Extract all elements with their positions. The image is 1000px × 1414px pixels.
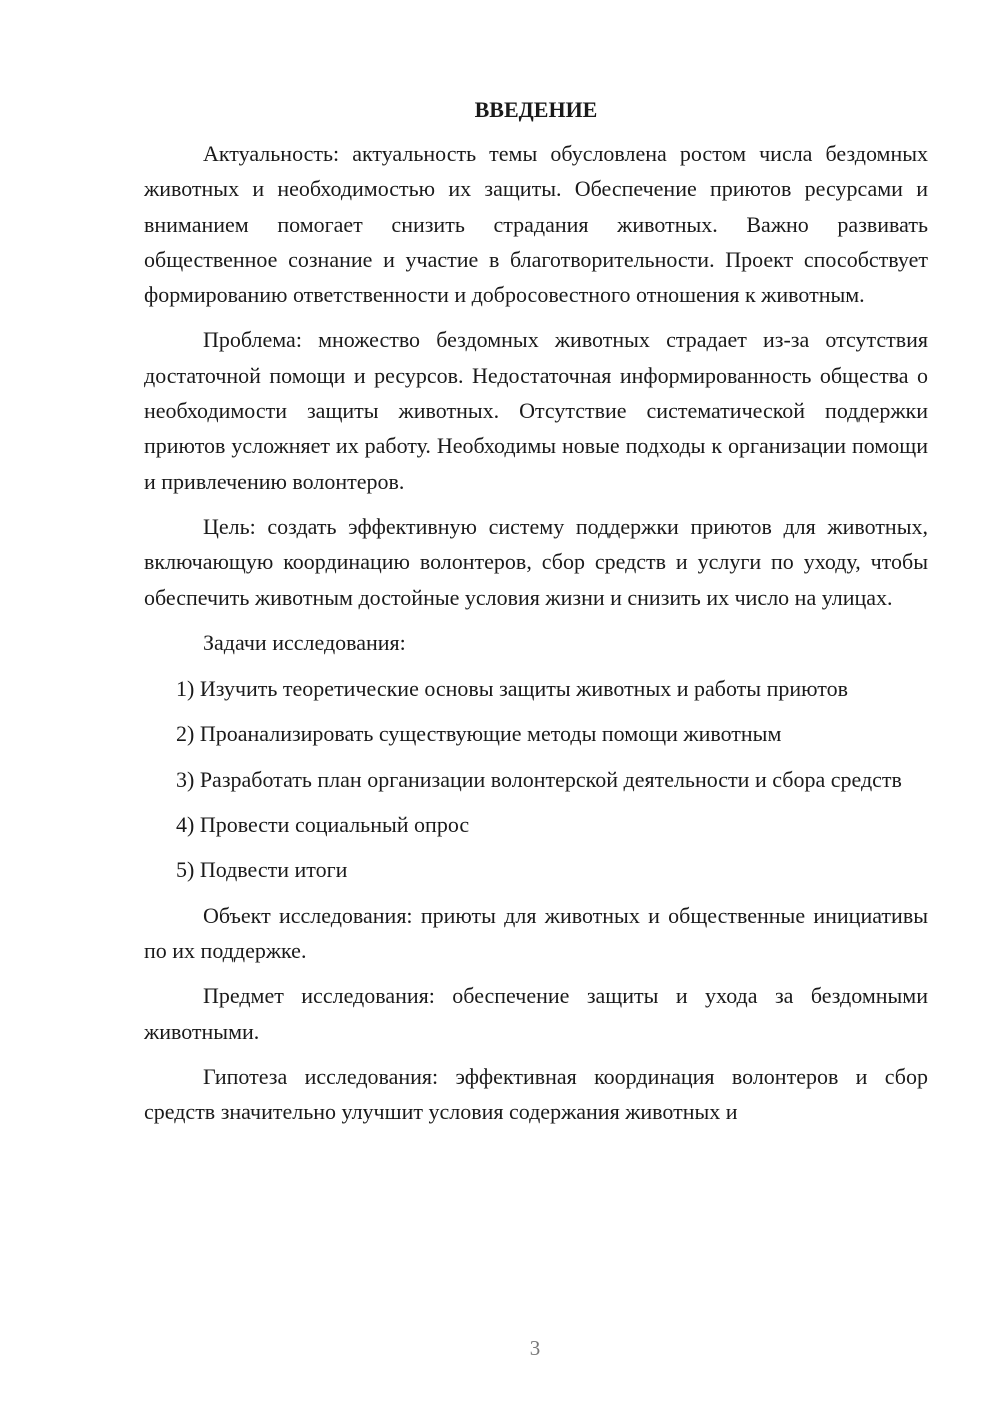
goal-paragraph: Цель: создать эффективную систему поддержки приютов для животных, включающую координацию волонтеров, сбор средств и услуги по уходу, чтобы обеспечить животным достойные условия жизни и снизить их число на улицах. xyxy=(144,513,928,610)
tasks-heading: Задачи исследования: xyxy=(203,629,406,655)
task-item: 2) Проанализировать существующие методы помощи животным xyxy=(176,721,782,747)
object-paragraph: Объект исследования: приюты для животных и общественные инициативы по их поддержке. xyxy=(144,902,928,963)
subject-paragraph: Предмет исследования: обеспечение защиты и ухода за бездомными животными. xyxy=(144,983,928,1044)
problem-paragraph: Проблема: множество бездомных животных страдает из-за отсутствия достаточной помощи и ресурсов. Недостаточная информированность общества о необходимости защиты животных. Отсутствие систематической поддержки приютов усложняет их работу. Необходимы новые подходы к организации помощи и привлечению волонтеров. xyxy=(144,327,928,494)
task-item: 1) Изучить теоретические основы защиты животных и работы приютов xyxy=(176,676,848,702)
hypothesis-paragraph: Гипотеза исследования: эффективная координация волонтеров и сбор средств значительно улучшит условия содержания животных и xyxy=(144,1063,928,1125)
task-item: 5) Подвести итоги xyxy=(176,857,348,883)
task-item: 4) Провести социальный опрос xyxy=(176,812,470,838)
task-item: 3) Разработать план организации волонтерской деятельности и сбора средств xyxy=(176,766,902,792)
page-content xyxy=(144,90,928,1139)
section-title: ВВЕДЕНИЕ xyxy=(474,97,598,122)
page-number: 3 xyxy=(529,1336,541,1360)
relevance-paragraph: Актуальность: актуальность темы обусловлена ростом числа бездомных животных и необходимостью их защиты. Обеспечение приютов ресурсами и вниманием помогает снизить страдания животных. Важно развивать общественное сознание и участие в благотворительности. Проект способствует формированию ответственности и добросовестного отношения к животным. xyxy=(144,141,928,308)
